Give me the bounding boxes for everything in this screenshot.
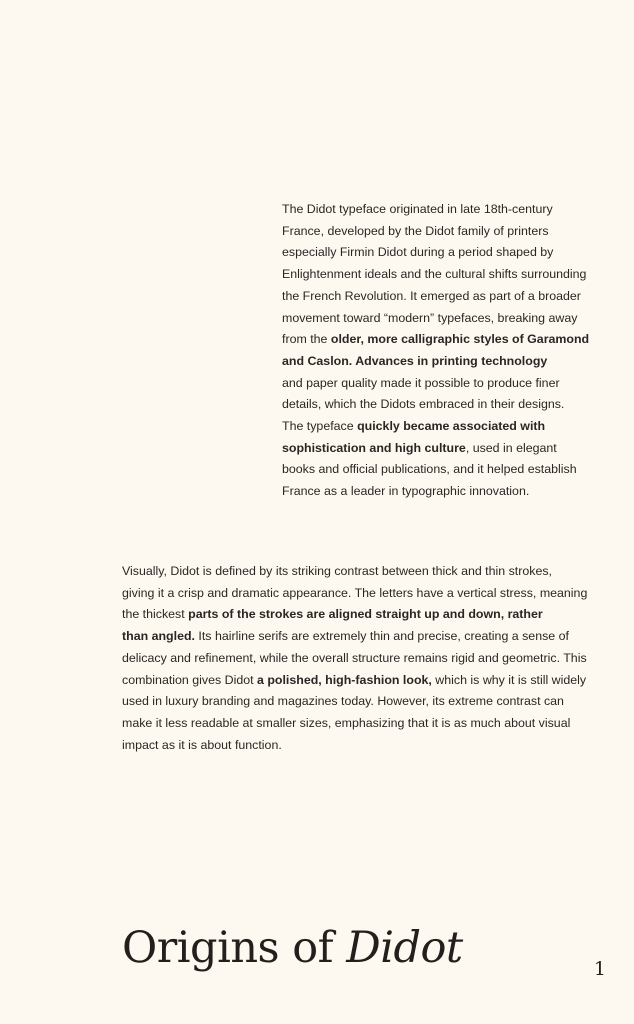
text-run: France, developed by the Didot family of printers (282, 223, 549, 238)
title-emphasis: Didot (346, 923, 463, 973)
text-run: France as a leader in typographic innovation. (282, 484, 530, 499)
text-run: movement toward “modern” typefaces, breaking away (282, 310, 578, 325)
text-line (282, 459, 592, 481)
text-run: impact as it is about function. (122, 737, 282, 752)
text-run: from the (282, 332, 331, 347)
text-line (122, 626, 592, 648)
text-run: The Didot typeface originated in late 18th-century (282, 202, 553, 216)
origins-paragraph (282, 199, 592, 503)
emphasized-text: a polished, high-fashion look, (257, 672, 432, 687)
emphasized-text: and Caslon. Advances in printing technology (282, 353, 548, 368)
text-run: the French Revolution. It emerged as part of a broader (282, 288, 581, 303)
text-run: and paper quality made it possible to produce finer (282, 375, 560, 390)
text-line (282, 308, 592, 330)
text-run: the thickest (122, 607, 189, 622)
text-line (282, 199, 592, 221)
text-line (282, 329, 592, 351)
text-run: used in luxury branding and magazines today. However, its extreme contrast can (122, 694, 564, 709)
text-run: especially Firmin Didot during a period shaped by (282, 245, 554, 260)
text-run: combination gives Didot (122, 672, 257, 687)
visual-characteristics-paragraph (122, 561, 592, 756)
text-run: Visually, Didot is defined by its striking contrast between thick and thin strokes, (122, 564, 552, 578)
text-run: books and official publications, and it helped establish (282, 462, 577, 477)
emphasized-text: sophistication and high culture (282, 440, 466, 455)
text-line (282, 394, 592, 416)
emphasized-text: quickly became associated with (357, 419, 546, 434)
text-line (282, 351, 592, 373)
text-run: details, which the Didots embraced in their designs. (282, 397, 565, 412)
text-line (122, 713, 592, 735)
text-run: Enlightenment ideals and the cultural shifts surrounding (282, 267, 587, 282)
text-line (282, 373, 592, 395)
text-line (122, 604, 592, 626)
text-line (282, 221, 592, 243)
text-line (282, 438, 592, 460)
page-number: 1 (593, 958, 606, 980)
text-run: , used in elegant (465, 440, 557, 455)
page-title (122, 918, 463, 978)
text-run: make it less readable at smaller sizes, emphasizing that it is as much about visual (122, 715, 571, 730)
text-run: which is why it is still widely (431, 672, 587, 687)
text-run: The typeface (282, 419, 358, 434)
title-prefix: Origins of (122, 923, 347, 973)
text-line (122, 735, 592, 757)
text-line (122, 670, 592, 692)
text-line (122, 583, 592, 605)
text-line (282, 286, 592, 308)
text-run: giving it a crisp and dramatic appearance. The letters have a vertical stress, meaning (122, 585, 588, 600)
text-run: Its hairline serifs are extremely thin and precise, creating a sense of (194, 629, 569, 644)
text-line (122, 648, 592, 670)
text-line (282, 481, 592, 503)
text-run: delicacy and refinement, while the overall structure remains rigid and geometric. This (122, 650, 587, 665)
text-line (282, 416, 592, 438)
text-line (282, 242, 592, 264)
text-line (122, 561, 592, 583)
text-line (122, 691, 592, 713)
text-line (282, 264, 592, 286)
emphasized-text: parts of the strokes are aligned straight up and down, rather (188, 607, 543, 622)
emphasized-text: older, more calligraphic styles of Garamond (330, 332, 590, 347)
emphasized-text: than angled. (122, 629, 195, 644)
